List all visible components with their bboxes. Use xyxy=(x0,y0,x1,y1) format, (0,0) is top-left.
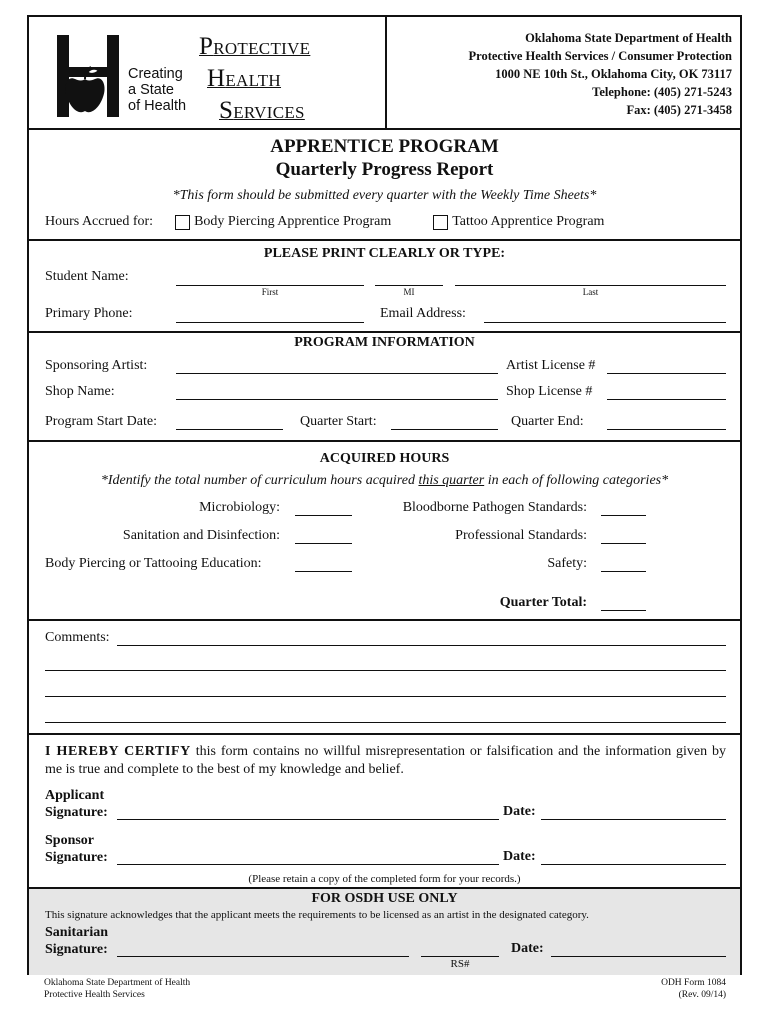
sponsor-date-field[interactable] xyxy=(541,864,726,865)
program-start-label: Program Start Date: xyxy=(45,414,157,429)
email-label: Email Address: xyxy=(380,306,466,321)
program-info-heading: PROGRAM INFORMATION xyxy=(294,335,475,350)
applicant-signature-label: Applicant Signature: xyxy=(45,788,108,820)
quarter-total-label: Quarter Total: xyxy=(499,595,587,610)
applicant-date-field[interactable] xyxy=(541,819,726,820)
program-start-field[interactable] xyxy=(176,429,283,430)
mi-field[interactable] xyxy=(375,285,443,286)
sponsoring-artist-label: Sponsoring Artist: xyxy=(45,358,148,373)
hours-accrued-label: Hours Accrued for: xyxy=(45,214,154,229)
certify-statement: I HEREBY CERTIFY this form contains no willful misrepresentation or falsification and the information given by me is true and complete to the best of my knowledge and belief. xyxy=(45,744,727,777)
comments-line-4[interactable] xyxy=(45,722,726,723)
quarter-start-field[interactable] xyxy=(391,429,498,430)
shop-license-label: Shop License # xyxy=(506,384,593,399)
rs-number-label: RS# xyxy=(450,958,470,970)
rule-program xyxy=(29,331,740,333)
sponsor-signature-label: Sponsor Signature: xyxy=(45,833,108,865)
body-piercing-checkbox[interactable] xyxy=(175,215,190,230)
student-name-label: Student Name: xyxy=(45,269,129,284)
rule-osdh xyxy=(29,887,740,889)
safety-label: Safety: xyxy=(547,556,587,571)
professional-label: Professional Standards: xyxy=(455,528,587,543)
last-name-field[interactable] xyxy=(455,285,726,286)
education-label: Body Piercing or Tattooing Education: xyxy=(45,556,262,571)
primary-phone-field[interactable] xyxy=(176,322,364,323)
quarter-start-label: Quarter Start: xyxy=(300,414,377,429)
osdh-heading: FOR OSDH USE ONLY xyxy=(311,891,458,906)
rule-student xyxy=(29,239,740,241)
hours-accrued-row xyxy=(45,214,604,230)
shop-name-label: Shop Name: xyxy=(45,384,115,399)
microbiology-label: Microbiology: xyxy=(199,500,280,515)
header-bottom-rule xyxy=(29,128,740,130)
rule-comments xyxy=(29,619,740,621)
footer-agency: Oklahoma State Department of Health Protective Health Services xyxy=(44,978,191,1000)
sanitarian-date-label: Date: xyxy=(511,941,544,956)
comments-line-1[interactable] xyxy=(117,645,726,646)
safety-field[interactable] xyxy=(601,571,646,572)
tattoo-checkbox[interactable] xyxy=(433,215,448,230)
bloodborne-field[interactable] xyxy=(601,515,646,516)
mi-caption: MI xyxy=(403,287,415,297)
shop-license-field[interactable] xyxy=(607,399,726,400)
agency-address: Oklahoma State Department of Health Protective Health Services / Consumer Protection 1000 NE 10th St., Oklahoma City, OK 73117 Telephone: (405) 271-5243 Fax: (405) 271-3458 xyxy=(468,31,732,117)
sanitarian-signature-field[interactable] xyxy=(117,956,409,957)
quarter-end-label: Quarter End: xyxy=(511,414,584,429)
microbiology-field[interactable] xyxy=(295,515,352,516)
comments-line-3[interactable] xyxy=(45,696,726,697)
acquired-hours-heading: ACQUIRED HOURS xyxy=(319,451,450,466)
first-name-field[interactable] xyxy=(176,285,364,286)
comments-label: Comments: xyxy=(45,630,110,645)
sponsor-signature-field[interactable] xyxy=(117,864,499,865)
header-divider xyxy=(385,17,387,130)
first-caption: First xyxy=(261,287,279,297)
sponsor-date-label: Date: xyxy=(503,849,536,864)
sanitation-field[interactable] xyxy=(295,543,352,544)
bloodborne-label: Bloodborne Pathogen Standards: xyxy=(402,500,587,515)
footer-form-number: ODH Form 1084 (Rev. 09/14) xyxy=(661,978,726,1000)
rule-acquired xyxy=(29,440,740,442)
sanitation-label: Sanitation and Disinfection: xyxy=(122,528,280,543)
tattoo-label: Tattoo Apprentice Program xyxy=(452,214,605,229)
quarter-end-field[interactable] xyxy=(607,429,726,430)
body-piercing-label: Body Piercing Apprentice Program xyxy=(194,214,392,229)
osdh-acknowledgement: This signature acknowledges that the applicant meets the requirements to be licensed as an artist in the designated category. xyxy=(45,909,589,921)
artist-license-label: Artist License # xyxy=(506,358,596,373)
rule-certify xyxy=(29,733,740,735)
applicant-date-label: Date: xyxy=(503,804,536,819)
artist-license-field[interactable] xyxy=(607,373,726,374)
retain-copy-note: (Please retain a copy of the completed form for your records.) xyxy=(248,873,521,885)
osdh-use-section xyxy=(29,887,740,975)
rs-number-field[interactable] xyxy=(421,956,499,957)
logo-text: Creating a State of Health xyxy=(128,66,187,114)
comments-line-2[interactable] xyxy=(45,670,726,671)
acquired-hours-note: *Identify the total number of curriculum hours acquired this quarter in each of following categories* xyxy=(100,473,669,488)
print-clearly-heading: PLEASE PRINT CLEARLY OR TYPE: xyxy=(263,246,506,261)
form-frame xyxy=(27,15,742,975)
professional-field[interactable] xyxy=(601,543,646,544)
submission-note: *This form should be submitted every quarter with the Weekly Time Sheets* xyxy=(172,188,597,203)
applicant-signature-field[interactable] xyxy=(117,819,499,820)
quarter-total-field[interactable] xyxy=(601,610,646,611)
phs-title: PROTECTIVE HEALTH SERVICES xyxy=(199,33,311,124)
shop-name-field[interactable] xyxy=(176,399,498,400)
sanitarian-signature-label: Sanitarian Signature: xyxy=(45,925,109,957)
sponsoring-artist-field[interactable] xyxy=(176,373,498,374)
primary-phone-label: Primary Phone: xyxy=(45,306,133,321)
last-caption: Last xyxy=(582,287,599,297)
email-field[interactable] xyxy=(484,322,726,323)
sanitarian-date-field[interactable] xyxy=(551,956,726,957)
education-field[interactable] xyxy=(295,571,352,572)
form-title: APPRENTICE PROGRAM Quarterly Progress Report xyxy=(270,136,499,180)
